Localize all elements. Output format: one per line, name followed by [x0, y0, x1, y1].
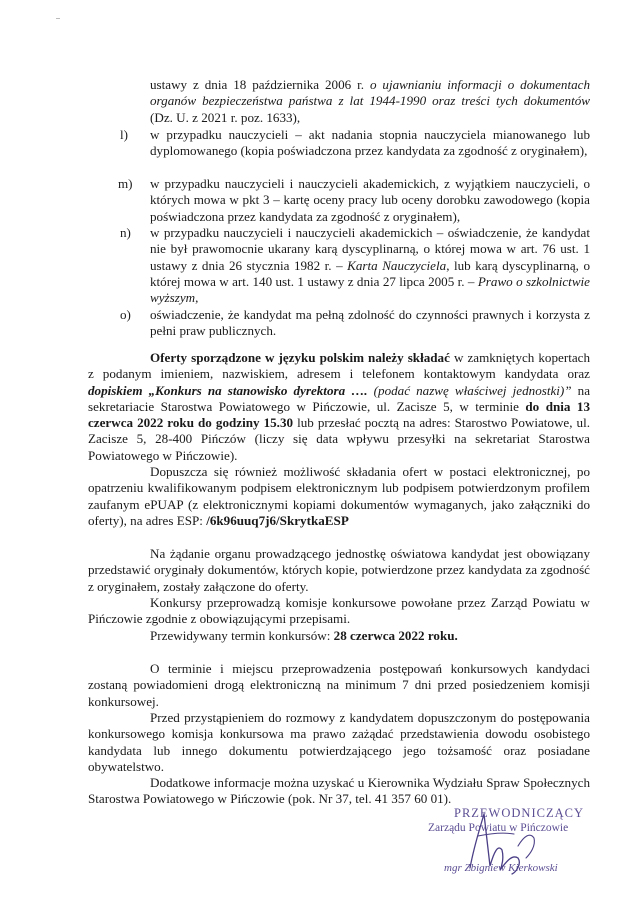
- official-stamp: [418, 806, 608, 886]
- paragraph-originals: Na żądanie organu prowadzącego jednostkę oświatowa kandydat jest obowiązany przedstawić oryginały dokumentów, których kopie, potwierdzone przez kandydata za zgodność z oryginałem, zostały załączone do oferty.: [88, 546, 590, 594]
- handwritten-signature-icon: [418, 806, 608, 886]
- item-l-label: l): [120, 127, 128, 142]
- paragraph-electronic: Dopuszcza się również możliwość składania ofert w postaci elektronicznej, po opatrzeniu kwalifikowanym podpisem elektronicznym lub podpisem potwierdzonym profilem zaufanym ePUAP (z elektronicznymi kopiami dokumentów wymaganych, jako załączniki do oferty), na adres ESP: /6k96uuq7j6/SkrytkaESP: [88, 464, 590, 528]
- stamp-office: Zarządu Powiatu w Pińczowie: [428, 822, 569, 834]
- paragraph-identity: Przed przystąpieniem do rozmowy z kandydatem dopuszczonym do postępowania konkursowego komisja konkursowa ma prawo zażądać przedstawienia dowodu osobistego kandydata lub innego dokumentu potwierdzającego jego tożsamość oraz posiadane obywatelstwo.: [88, 710, 590, 774]
- paragraph-info: Dodatkowe informacje można uzyskać u Kierownika Wydziału Spraw Społecznych Starostwa Powiatowego w Pińczowie (pok. Nr 37, tel. 41 357 60 01).: [88, 775, 590, 807]
- item-k-continuation: ustawy z dnia 18 października 2006 r. o ujawnianiu informacji o dokumentach organów bezpieczeństwa państwa z lat 1944-1990 oraz treści tych dokumentów (Dz. U. z 2021 r. poz. 1633),: [150, 77, 590, 125]
- stamp-name: mgr Zbigniew Kierkowski: [444, 862, 558, 874]
- item-n-label: n): [120, 225, 131, 240]
- paragraph-commission: Konkursy przeprowadzą komisje konkursowe powołane przez Zarząd Powiatu w Pińczowie zgodnie z obowiązującymi przepisami.: [88, 595, 590, 627]
- paragraph-offers: Oferty sporządzone w języku polskim należy składać w zamkniętych kopertach z podanym imieniem, nazwiskiem, adresem i telefonem kontaktowym kandydata oraz dopiskiem „Konkurs na stanowisko dyrektora …. (podać nazwę właściwej jednostki)” na sekretariacie Starostwa Powiatowego w Pińczowie, ul. Zacisze 5, w terminie do dnia 13 czerwca 2022 roku do godziny 15.30 lub przesłać pocztą na adres: Starostwo Powiatowe, ul. Zacisze 5, 28-400 Pińczów (liczy się data wpływu przesyłki na sekretariat Starostwa Powiatowego w Pińczowie).: [88, 350, 591, 463]
- paragraph-term: Przewidywany termin konkursów: 28 czerwca 2022 roku.: [150, 628, 458, 643]
- item-n-text: w przypadku nauczycieli i nauczycieli akademickich – oświadczenie, że kandydat nie był prawomocnie ukarany karą dyscyplinarną, o której mowa w art. 76 ust. 1 ustawy z dnia 26 stycznia 1982 r. – Karta Nauczyciela, lub karą dyscyplinarną, o której mowa w art. 140 ust. 1 ustawy z dnia 27 lipca 2005 r. – Prawo o szkolnictwie wyższym,: [150, 225, 591, 306]
- scan-mark: [56, 18, 60, 19]
- item-o-label: o): [120, 307, 131, 322]
- stamp-title: PRZEWODNICZĄCY: [454, 806, 584, 820]
- paragraph-notice: O terminie i miejscu przeprowadzenia postępowań konkursowych kandydaci zostaną powiadomieni drogą elektroniczną na minimum 7 dni przed posiedzeniem komisji konkursowej.: [88, 661, 590, 709]
- item-o-text: oświadczenie, że kandydat ma pełną zdolność do czynności prawnych i korzysta z pełni praw publicznych.: [150, 307, 590, 339]
- item-m-label: m): [118, 176, 133, 191]
- item-m-text: w przypadku nauczycieli i nauczycieli akademickich, z wyjątkiem nauczycieli, o których mowa w pkt 3 – kartę oceny pracy lub oceny dorobku zawodowego (kopia poświadczona przez kandydata za zgodność z oryginałem),: [150, 176, 590, 224]
- item-l-text: w przypadku nauczycieli – akt nadania stopnia nauczyciela mianowanego lub dyplomowanego (kopia poświadczona przez kandydata za zgodność z oryginałem),: [150, 127, 590, 159]
